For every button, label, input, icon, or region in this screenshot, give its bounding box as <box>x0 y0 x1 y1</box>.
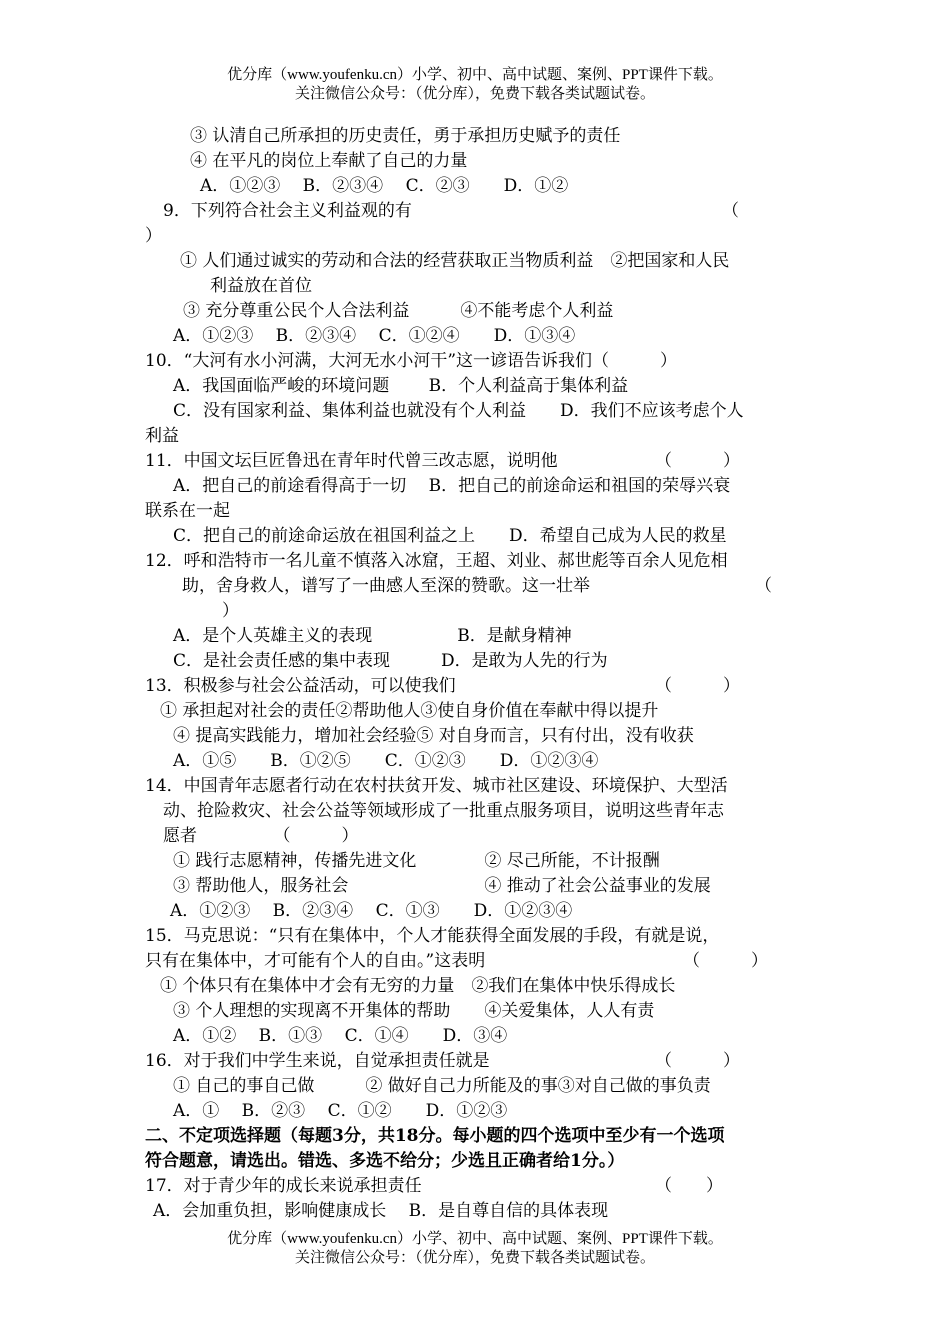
q15-paren: （ ） <box>683 951 768 971</box>
q17-choices-ab: A．会加重负担，影响健康成长 B．是自尊自信的具体表现 <box>153 1201 609 1221</box>
q12-paren-close: ） <box>222 601 239 621</box>
q13-stem: 13．积极参与社会公益活动，可以使我们 <box>145 676 456 696</box>
section-2-title: 二、不定项选择题（每题3分，共18分。每小题的四个选项中至少有一个选项 <box>145 1126 725 1146</box>
q14-options-34: ③ 帮助他人，服务社会 ④ 推动了社会公益事业的发展 <box>173 876 711 896</box>
header-line-1: 优分库（www.youfenku.cn）小学、初中、高中试题、案例、PPT课件下载。 <box>227 67 723 83</box>
q8-option-4: ④ 在平凡的岗位上奉献了自己的力量 <box>190 151 468 171</box>
q16-choices: A．① B．②③ C．①② D．①②③ <box>173 1101 508 1121</box>
q15-options-34: ③ 个人理想的实现离不开集体的帮助 ④关爱集体，人人有责 <box>173 1001 655 1021</box>
q12-stem: 12．呼和浩特市一名儿童不慎落入冰窟，王超、刘业、郝世彪等百余人见危相 <box>145 551 728 571</box>
q13-paren: （ ） <box>655 676 740 696</box>
q17-stem: 17．对于青少年的成长来说承担责任 <box>145 1176 422 1196</box>
q14-stem-cont-2: 愿者 （ ） <box>163 826 359 846</box>
q9-paren-open: （ <box>722 201 739 221</box>
q13-options-123: ① 承担起对社会的责任②帮助他人③使自身价值在奉献中得以提升 <box>160 701 659 721</box>
q15-choices: A．①② B．①③ C．①④ D．③④ <box>173 1026 508 1046</box>
q12-paren-open: （ <box>755 576 772 596</box>
q13-choices: A．①⑤ B．①②⑤ C．①②③ D．①②③④ <box>173 751 599 771</box>
q10-stem: 10．“大河有水小河满，大河无水小河干”这一谚语告诉我们（ ） <box>145 351 678 371</box>
q15-stem: 15．马克思说：“只有在集体中，个人才能获得全面发展的手段，有就是说， <box>145 926 720 946</box>
q11-choices-ab: A．把自己的前途看得高于一切 B．把自己的前途命运和祖国的荣辱兴衰 <box>173 476 731 496</box>
q14-stem: 14．中国青年志愿者行动在农村扶贫开发、城市社区建设、环境保护、大型活 <box>145 776 728 796</box>
q12-choices-cd: C．是社会责任感的集中表现 D．是敢为人先的行为 <box>173 651 608 671</box>
q13-options-45: ④ 提高实践能力，增加社会经验⑤ 对自身而言，只有付出，没有收获 <box>173 726 694 746</box>
q12-choices-ab: A．是个人英雄主义的表现 B．是献身精神 <box>173 626 572 646</box>
q9-option-1: ① 人们通过诚实的劳动和合法的经营获取正当物质利益 ②把国家和人民 <box>180 251 730 271</box>
q9-option-3: ③ 充分尊重公民个人合法利益 ④不能考虑个人利益 <box>183 301 614 321</box>
q11-paren: （ ） <box>655 451 740 471</box>
q16-paren: （ ） <box>655 1051 740 1071</box>
q8-choices: A．①②③ B．②③④ C．②③ D．①② <box>200 176 569 196</box>
q16-options: ① 自己的事自己做 ② 做好自己力所能及的事③对自己做的事负责 <box>173 1076 711 1096</box>
q11-choices-cd: C．把自己的前途命运放在祖国利益之上 D．希望自己成为人民的救星 <box>173 526 727 546</box>
q17-paren: （ ） <box>655 1176 723 1196</box>
q10-choices-ab: A．我国面临严峻的环境问题 B．个人利益高于集体利益 <box>173 376 629 396</box>
q14-choices: A．①②③ B．②③④ C．①③ D．①②③④ <box>170 901 573 921</box>
q9-paren-close: ） <box>145 226 162 246</box>
section-2-title-cont: 符合题意，请选出。错选、多选不给分；少选且正确者给1分。） <box>145 1151 625 1171</box>
q11-stem: 11．中国文坛巨匠鲁迅在青年时代曾三改志愿，说明他 <box>145 451 558 471</box>
q9-option-1-cont: 利益放在首位 <box>210 276 312 296</box>
q11-choices-ab-cont: 联系在一起 <box>145 501 230 521</box>
q16-stem: 16．对于我们中学生来说，自觉承担责任就是 <box>145 1051 490 1071</box>
page-footer <box>0 1230 950 1268</box>
q9-stem: 9．下列符合社会主义利益观的有 <box>163 201 412 221</box>
q14-options-12: ① 践行志愿精神，传播先进文化 ② 尽己所能，不计报酬 <box>173 851 660 871</box>
footer-line-2: 关注微信公众号：（优分库），免费下载各类试题试卷。 <box>294 1250 655 1266</box>
q15-stem-cont: 只有在集体中，才可能有个人的自由。”这表明 <box>145 951 486 971</box>
q8-option-3: ③ 认清自己所承担的历史责任，勇于承担历史赋予的责任 <box>190 126 621 146</box>
q12-stem-cont: 助，舍身救人，谱写了一曲感人至深的赞歌。这一壮举 <box>182 576 590 596</box>
q10-choices-cd: C．没有国家利益、集体利益也就没有个人利益 D．我们不应该考虑个人 <box>173 401 744 421</box>
q10-choices-cd-cont: 利益 <box>145 426 179 446</box>
q15-options-12: ① 个体只有在集体中才会有无穷的力量 ②我们在集体中快乐得成长 <box>160 976 676 996</box>
footer-line-1: 优分库（www.youfenku.cn）小学、初中、高中试题、案例、PPT课件下载。 <box>227 1231 723 1247</box>
header-line-2: 关注微信公众号：（优分库），免费下载各类试题试卷。 <box>294 86 655 102</box>
q9-choices: A．①②③ B．②③④ C．①②④ D．①③④ <box>173 326 576 346</box>
q14-stem-cont-1: 动、抢险救灾、社会公益等领域形成了一批重点服务项目，说明这些青年志 <box>163 801 724 821</box>
